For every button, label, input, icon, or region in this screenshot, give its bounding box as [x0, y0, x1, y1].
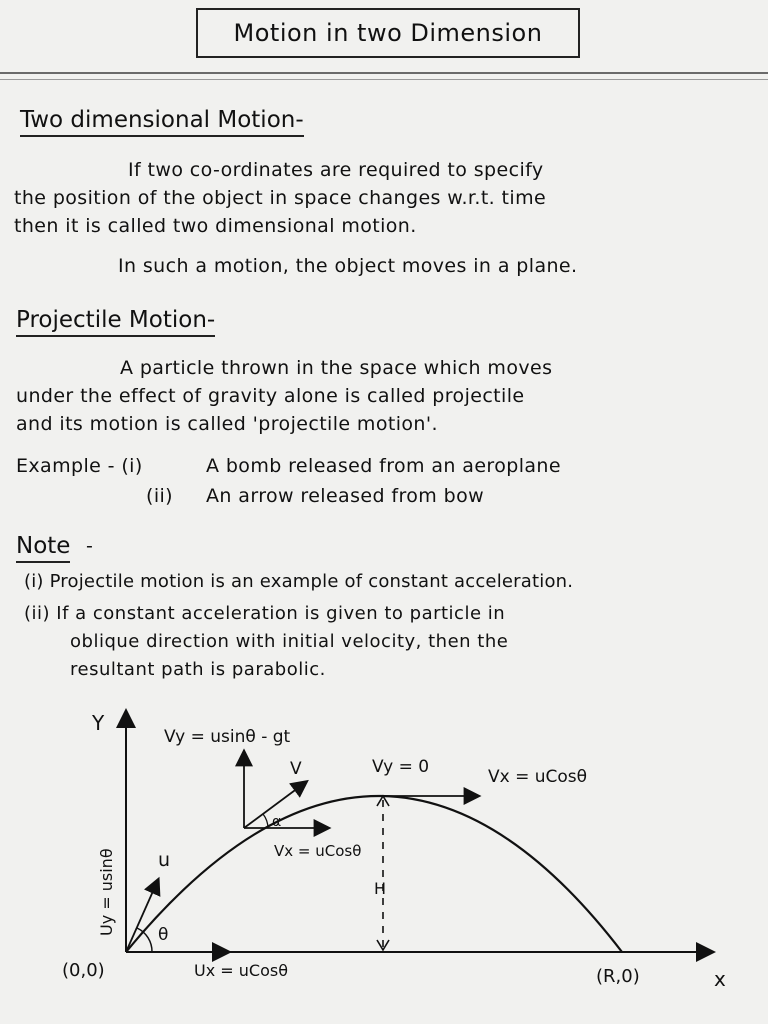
text-line: If two co-ordinates are required to specify — [128, 159, 544, 181]
theta-label: θ — [158, 925, 169, 945]
example-number-2: (ii) — [146, 485, 173, 507]
note-item-2-line: resultant path is parabolic. — [70, 659, 326, 680]
example-item-2: An arrow released from bow — [206, 485, 485, 507]
example-label: Example - (i) — [16, 455, 143, 477]
ux-label: Ux = uCosθ — [194, 961, 288, 980]
note-dash: - — [86, 535, 94, 557]
text-line: then it is called two dimensional motion. — [14, 215, 417, 237]
v-label: V — [290, 759, 302, 779]
text-line: A particle thrown in the space which moves — [120, 357, 553, 379]
text-line: under the effect of gravity alone is called projectile — [16, 385, 525, 407]
uy-label: Uy = usinθ — [97, 848, 116, 936]
x-axis-label: x — [714, 967, 726, 991]
section-heading-projectile: Projectile Motion- — [16, 306, 215, 337]
parabolic-trajectory — [126, 796, 622, 952]
u-label: u — [158, 849, 171, 871]
page-title: Motion in two Dimension — [196, 8, 580, 58]
text-line: In such a motion, the object moves in a plane. — [118, 255, 578, 277]
note-heading: Note — [16, 532, 70, 563]
vx-mid-label: Vx = uCosθ — [274, 842, 362, 860]
initial-velocity-arrow — [126, 880, 158, 952]
note-item-2-line: (ii) If a constant acceleration is given to particle in — [24, 603, 506, 624]
section-heading-two-dimensional: Two dimensional Motion- — [20, 106, 304, 137]
alpha-arc — [263, 814, 268, 828]
vy-top-label: Vy = 0 — [372, 757, 430, 777]
vy-general-label: Vy = usinθ - gt — [164, 727, 291, 747]
vx-top-label: Vx = uCosθ — [488, 767, 588, 787]
range-label: (R,0) — [596, 966, 640, 987]
text-line: the position of the object in space changes w.r.t. time — [14, 187, 547, 209]
note-item-1: (i) Projectile motion is an example of constant acceleration. — [24, 571, 574, 592]
example-item-1: A bomb released from an aeroplane — [206, 455, 561, 477]
y-axis-label: Y — [92, 711, 105, 735]
alpha-label: α — [272, 814, 282, 830]
text-line: and its motion is called 'projectile motion'. — [16, 413, 438, 435]
origin-label: (0,0) — [62, 960, 105, 981]
note-item-2-line: oblique direction with initial velocity, then the — [70, 631, 509, 652]
max-height-label: H — [374, 879, 387, 898]
